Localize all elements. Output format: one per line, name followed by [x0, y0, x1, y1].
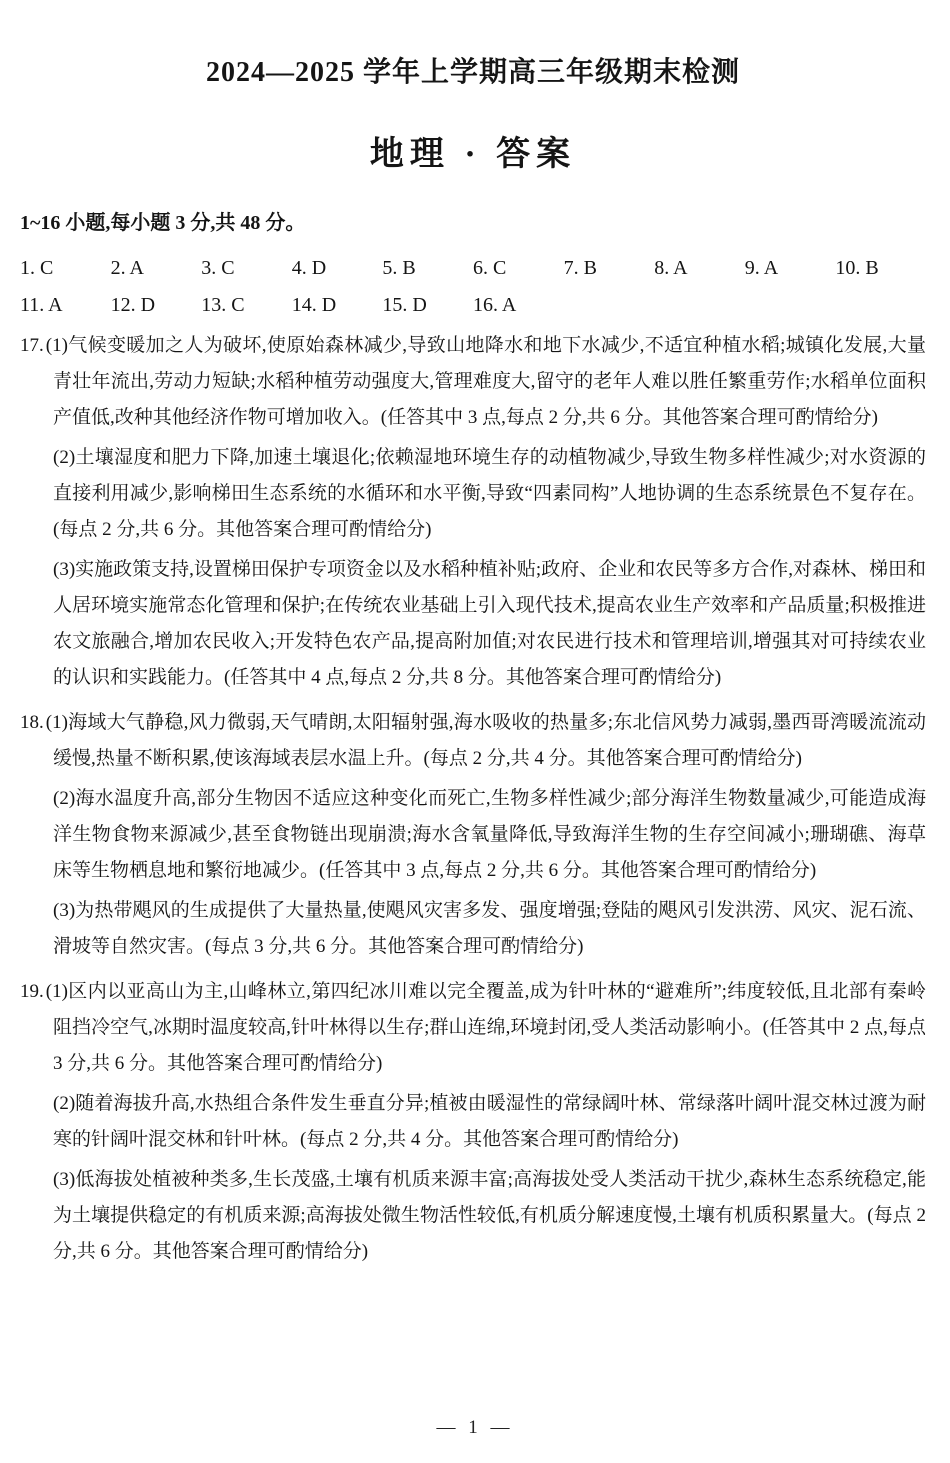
question-18-part-2-text: 海水温度升高,部分生物因不适应这种变化而死亡,生物多样性减少;部分海洋生物数量减少,可能造成海洋生物食物来源减少,甚至食物链出现崩溃;海水含氧量降低,导致海洋生物的生存空间减小;珊瑚礁、海草床等生物栖息地和繁衍地减少。(任答其中 3 点,每点 2 分,共 6 分。其他答案合理可酌情给分)	[53, 788, 926, 881]
question-17-part-2-label: (2)	[53, 447, 76, 468]
page-title: 2024—2025 学年上学期高三年级期末检测	[205, 57, 740, 88]
question-19-part-1-label: (1)	[45, 981, 68, 1002]
question-18-part-1-text: 海域大气静稳,风力微弱,天气晴朗,太阳辐射强,海水吸收的热量多;东北信风势力减弱,墨西哥湾暖流流动缓慢,热量不断积累,使该海域表层水温上升。(每点 2 分,共 4 分。其他答案合理可酌情给分)	[53, 712, 926, 769]
answer-item-12: 12. D	[110, 294, 156, 316]
page-number-footer: — 1 —	[436, 1417, 514, 1438]
answer-sheet-page	[0, 56, 950, 1270]
answer-item-1: 1. C	[20, 257, 54, 279]
answer-item-4: 4. D	[291, 257, 327, 279]
question-19	[20, 974, 926, 1270]
answer-item-2: 2. A	[110, 257, 144, 279]
question-19-part-2-text: 随着海拔升高,水热组合条件发生垂直分异;植被由暖湿性的常绿阔叶林、常绿落叶阔叶混交林过渡为耐寒的针阔叶混交林和针叶林。(每点 2 分,共 4 分。其他答案合理可酌情给分)	[53, 1093, 926, 1150]
question-18-part-2-label: (2)	[53, 788, 76, 809]
question-18-number: 18.	[20, 712, 44, 733]
question-18-part-3-label: (3)	[53, 900, 76, 921]
question-17-part-1-label: (1)	[45, 335, 68, 356]
question-18-part-3	[53, 893, 926, 965]
answer-item-16: 16. A	[472, 294, 517, 316]
question-17-part-1-text: 气候变暖加之人为破坏,使原始森林减少,导致山地降水和地下水减少,不适宜种植水稻;城镇化发展,大量青壮年流出,劳动力短缺;水稻种植劳动强度大,管理难度大,留守的老年人难以胜任繁重劳作;水稻单位面积产值低,改种其他经济作物可增加收入。(任答其中 3 点,每点 2 分,共 6 分。其他答案合理可酌情给分)	[53, 335, 926, 428]
answer-item-10: 10. B	[835, 257, 879, 279]
answer-item-9: 9. A	[744, 257, 779, 279]
question-17-number: 17.	[20, 335, 44, 356]
answer-item-15: 15. D	[382, 294, 427, 316]
question-19-number: 19.	[20, 981, 44, 1002]
question-19-part-2	[53, 1086, 926, 1158]
answer-item-6: 6. C	[472, 257, 507, 279]
question-17-part-2	[53, 440, 926, 548]
answer-item-8: 8. A	[654, 257, 688, 279]
question-18-part-2	[53, 781, 926, 889]
answer-item-7: 7. B	[563, 257, 597, 279]
answer-item-13: 13. C	[201, 294, 245, 316]
question-17	[20, 328, 926, 696]
question-19-part-1-text: 区内以亚高山为主,山峰林立,第四纪冰川难以完全覆盖,成为针叶林的“避难所”;纬度较低,且北部有秦岭阻挡冷空气,冰期时温度较高,针叶林得以生存;群山连绵,环境封闭,受人类活动影响小。(任答其中 2 点,每点 3 分,共 6 分。其他答案合理可酌情给分)	[53, 981, 926, 1074]
written-answers-section	[20, 328, 926, 1270]
question-18-part-1	[20, 705, 926, 777]
question-19-part-3-label: (3)	[53, 1169, 76, 1190]
choice-section-intro: 1~16 小题,每小题 3 分,共 48 分。	[20, 212, 306, 234]
question-19-part-1	[20, 974, 926, 1082]
question-17-part-2-text: 土壤湿度和肥力下降,加速土壤退化;依赖湿地环境生存的动植物减少,导致生物多样性减少;对水资源的直接利用减少,影响梯田生态系统的水循环和水平衡,导致“四素同构”人地协调的生态系统景色不复存在。(每点 2 分,共 6 分。其他答案合理可酌情给分)	[53, 447, 926, 540]
answer-item-3: 3. C	[201, 257, 235, 279]
answer-item-5: 5. B	[382, 257, 416, 279]
subject-subtitle: 地理 · 答案	[369, 136, 577, 173]
question-17-part-1	[20, 328, 926, 436]
question-17-part-3-text: 实施政策支持,设置梯田保护专项资金以及水稻种植补贴;政府、企业和农民等多方合作,对森林、梯田和人居环境实施常态化管理和保护;在传统农业基础上引入现代技术,提高农业生产效率和产品质量;积极推进农文旅融合,增加农民收入;开发特色农产品,提高附加值;对农民进行技术和管理培训,增强其对可持续农业的认识和实践能力。(任答其中 4 点,每点 2 分,共 8 分。其他答案合理可酌情给分)	[53, 559, 926, 688]
answer-item-14: 14. D	[291, 294, 337, 316]
question-19-part-2-label: (2)	[53, 1093, 76, 1114]
question-17-part-3	[53, 552, 926, 696]
question-18-part-3-text: 为热带飓风的生成提供了大量热量,使飓风灾害多发、强度增强;登陆的飓风引发洪涝、风灾、泥石流、滑坡等自然灾害。(每点 3 分,共 6 分。其他答案合理可酌情给分)	[53, 900, 926, 957]
answer-item-11: 11. A	[20, 294, 63, 316]
question-17-part-3-label: (3)	[53, 559, 76, 580]
question-18-part-1-label: (1)	[45, 712, 68, 733]
question-18	[20, 705, 926, 965]
question-19-part-3	[53, 1162, 926, 1270]
answer-key-grid	[20, 251, 926, 323]
question-19-part-3-text: 低海拔处植被种类多,生长茂盛,土壤有机质来源丰富;高海拔处受人类活动干扰少,森林生态系统稳定,能为土壤提供稳定的有机质来源;高海拔处微生物活性较低,有机质分解速度慢,土壤有机质积累量大。(每点 2 分,共 6 分。其他答案合理可酌情给分)	[53, 1169, 926, 1262]
